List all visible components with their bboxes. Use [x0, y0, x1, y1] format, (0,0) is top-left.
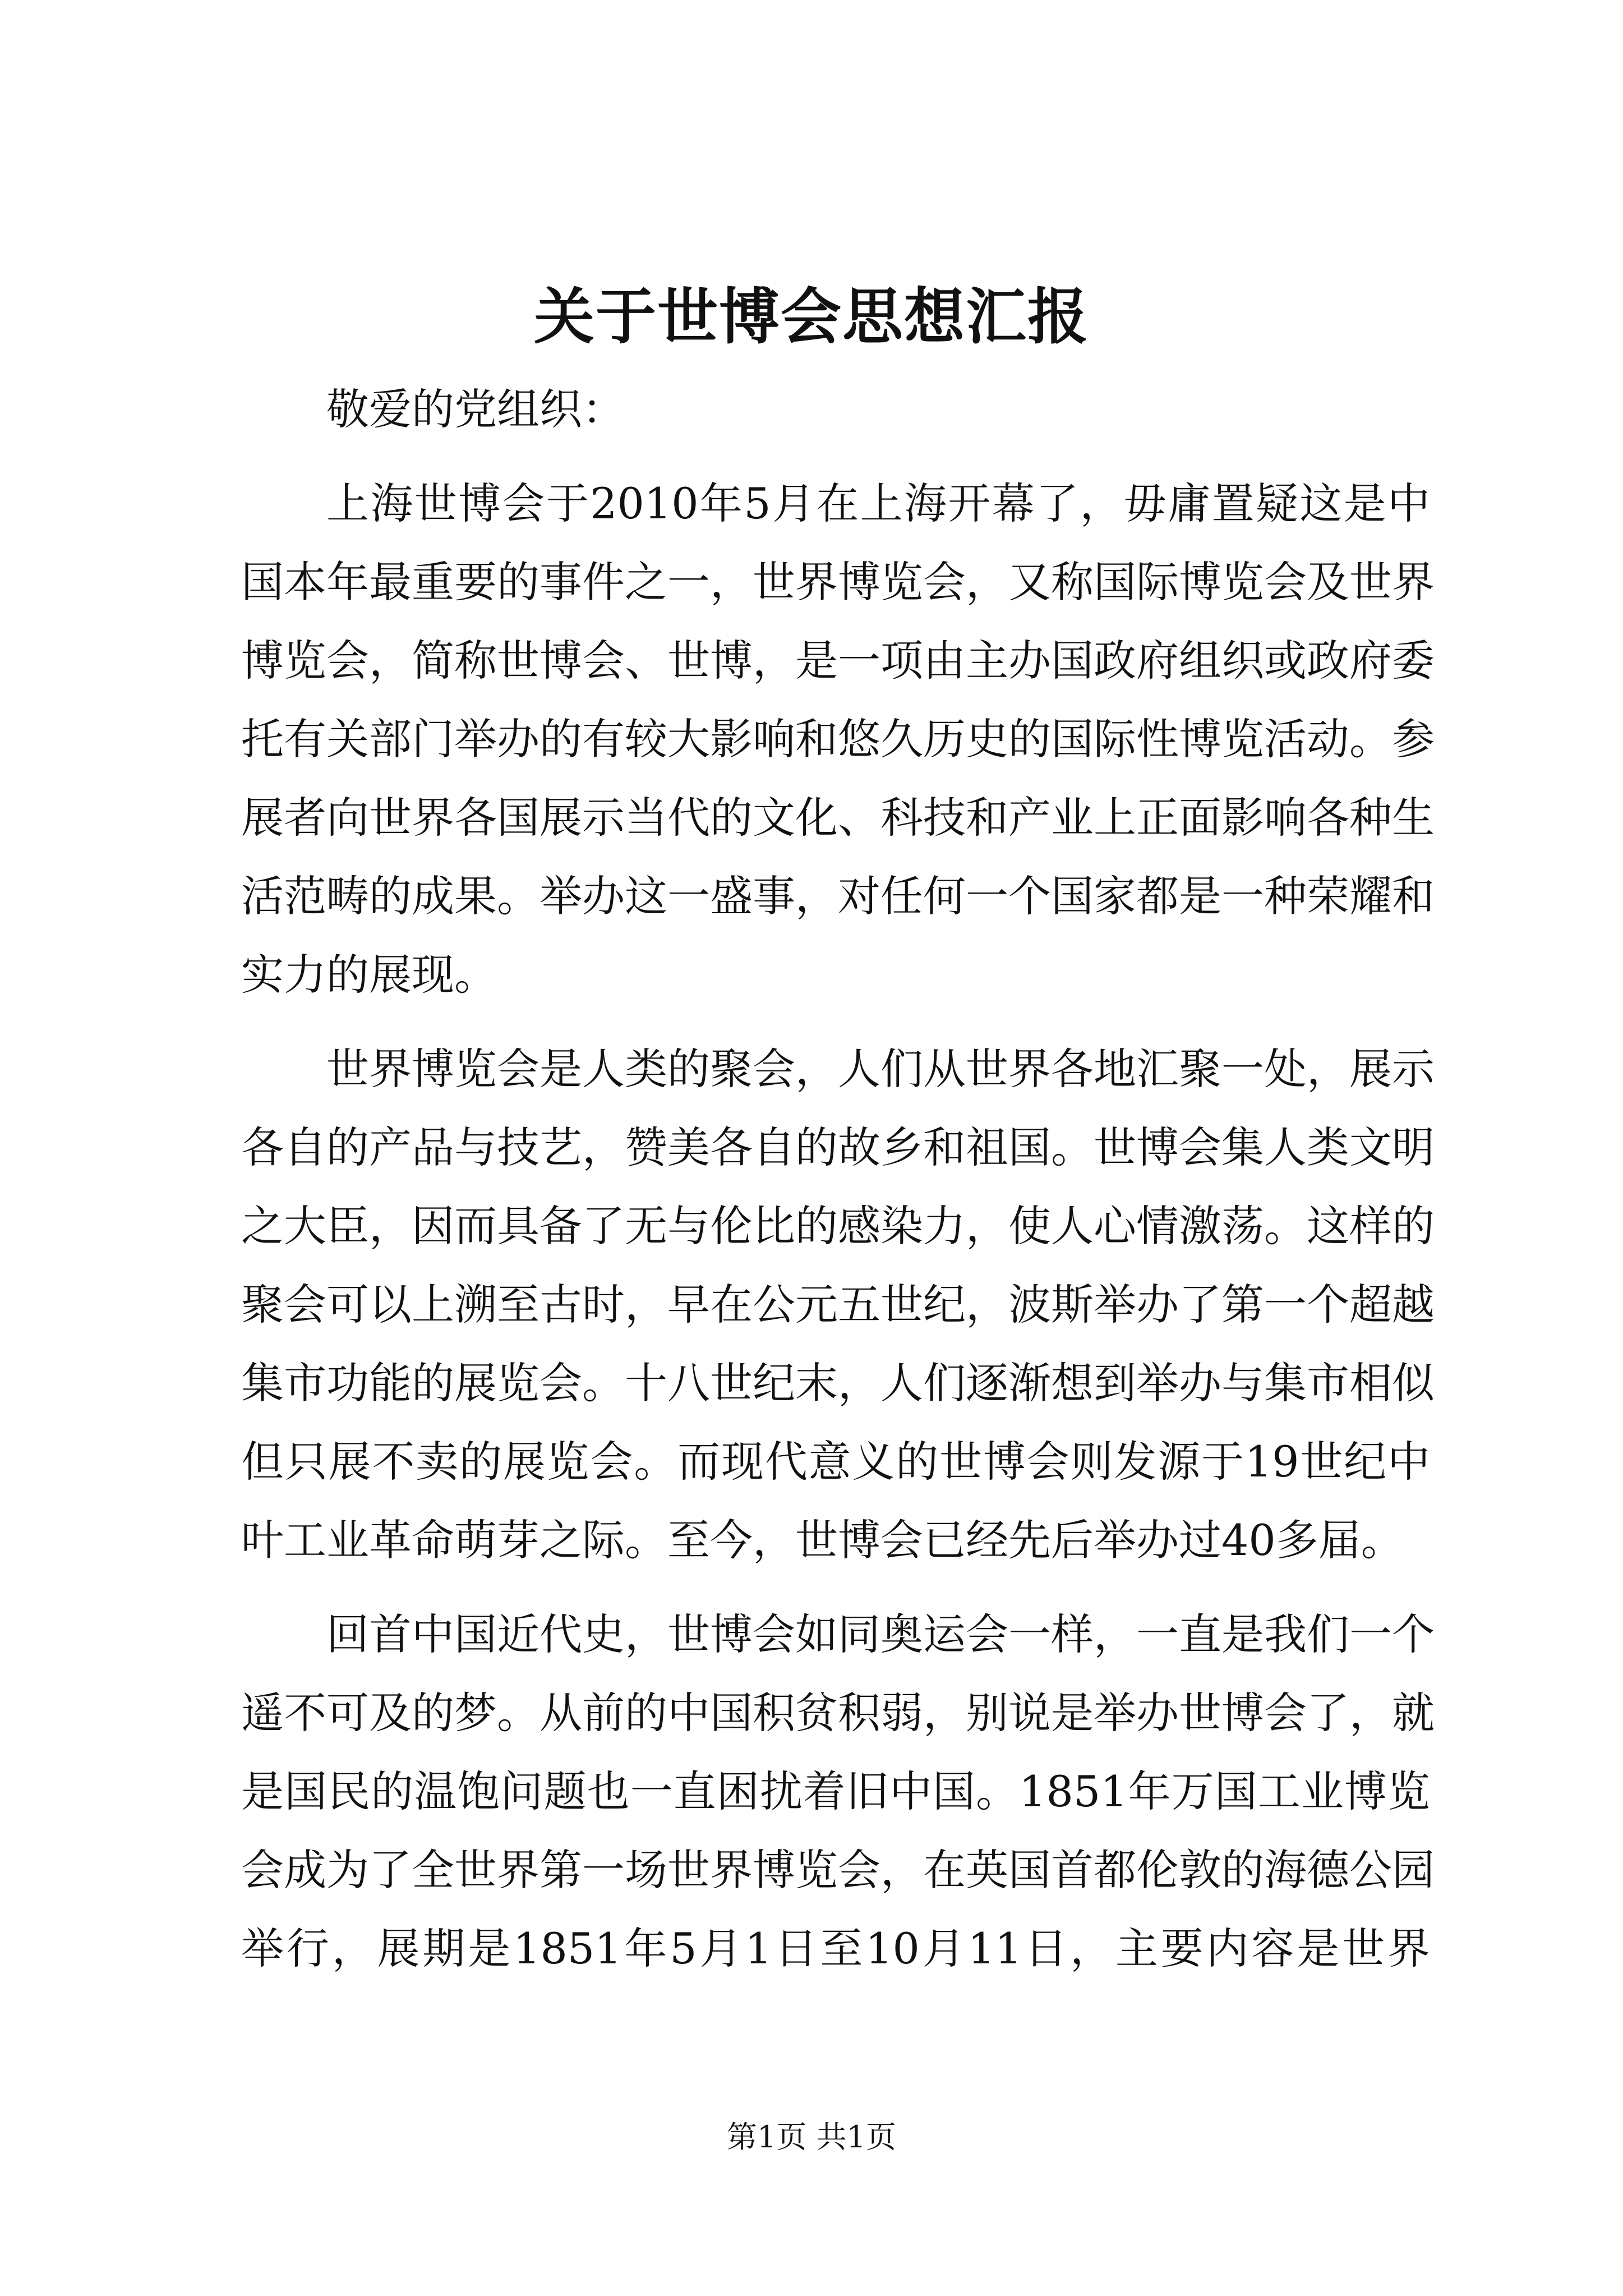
- paragraph-line: 是国民的温饱问题也一直困扰着旧中国。1851年万国工业博览: [241, 1766, 1430, 1816]
- paragraph-line: 国本年最重要的事件之一，世界博览会，又称国际博览会及世界: [241, 557, 1435, 607]
- paragraph-line: 世界博览会是人类的聚会，人们从世界各地汇聚一处，展示: [326, 1044, 1435, 1094]
- paragraph-line: 会成为了全世界第一场世界博览会，在英国首都伦敦的海德公园: [241, 1845, 1435, 1895]
- paragraph-line: 上海世博会于2010年5月在上海开幕了，毋庸置疑这是中: [326, 478, 1430, 528]
- document-body: [241, 370, 1435, 2004]
- paragraph-line: 叶工业革命萌芽之际。至今，世博会已经先后举办过40多届。: [241, 1515, 1404, 1565]
- paragraph-line: 集市功能的展览会。十八世纪末，人们逐渐想到举办与集市相似: [241, 1358, 1435, 1408]
- paragraph-line: 聚会可以上溯至古时，早在公元五世纪，波斯举办了第一个超越: [241, 1280, 1435, 1329]
- paragraph-line: 展者向世界各国展示当代的文化、科技和产业上正面影响各种生: [241, 793, 1435, 843]
- salutation: 敬爱的党组织：: [326, 384, 625, 434]
- paragraph-2: [241, 1030, 1435, 1580]
- paragraph-line: 活范畴的成果。举办这一盛事，对任何一个国家都是一种荣耀和: [241, 871, 1435, 921]
- paragraph-line: 实力的展现。: [241, 950, 497, 1000]
- page-number-footer: 第1页 共1页: [727, 2119, 896, 2155]
- paragraph-line: 各自的产品与技艺，赞美各自的故乡和祖国。世博会集人类文明: [241, 1122, 1435, 1172]
- paragraph-line: 托有关部门举办的有较大影响和悠久历史的国际性博览活动。参: [241, 714, 1435, 764]
- paragraph-3: [241, 1595, 1435, 1988]
- paragraph-line: 之大臣，因而具备了无与伦比的感染力，使人心情激荡。这样的: [241, 1201, 1435, 1251]
- paragraph-line: 举行，展期是1851年5月1日至10月11日，主要内容是世界: [241, 1924, 1430, 1973]
- paragraph-line: 回首中国近代史，世博会如同奥运会一样，一直是我们一个: [326, 1609, 1435, 1659]
- document-title: 关于世博会思想汇报: [533, 282, 1089, 352]
- paragraph-1: [241, 464, 1435, 1014]
- paragraph-line: 博览会，简称世博会、世博，是一项由主办国政府组织或政府委: [241, 636, 1435, 685]
- paragraph-line: 遥不可及的梦。从前的中国积贫积弱，别说是举办世博会了，就: [241, 1688, 1435, 1738]
- paragraph-line: 但只展不卖的展览会。而现代意义的世博会则发源于19世纪中: [241, 1437, 1430, 1487]
